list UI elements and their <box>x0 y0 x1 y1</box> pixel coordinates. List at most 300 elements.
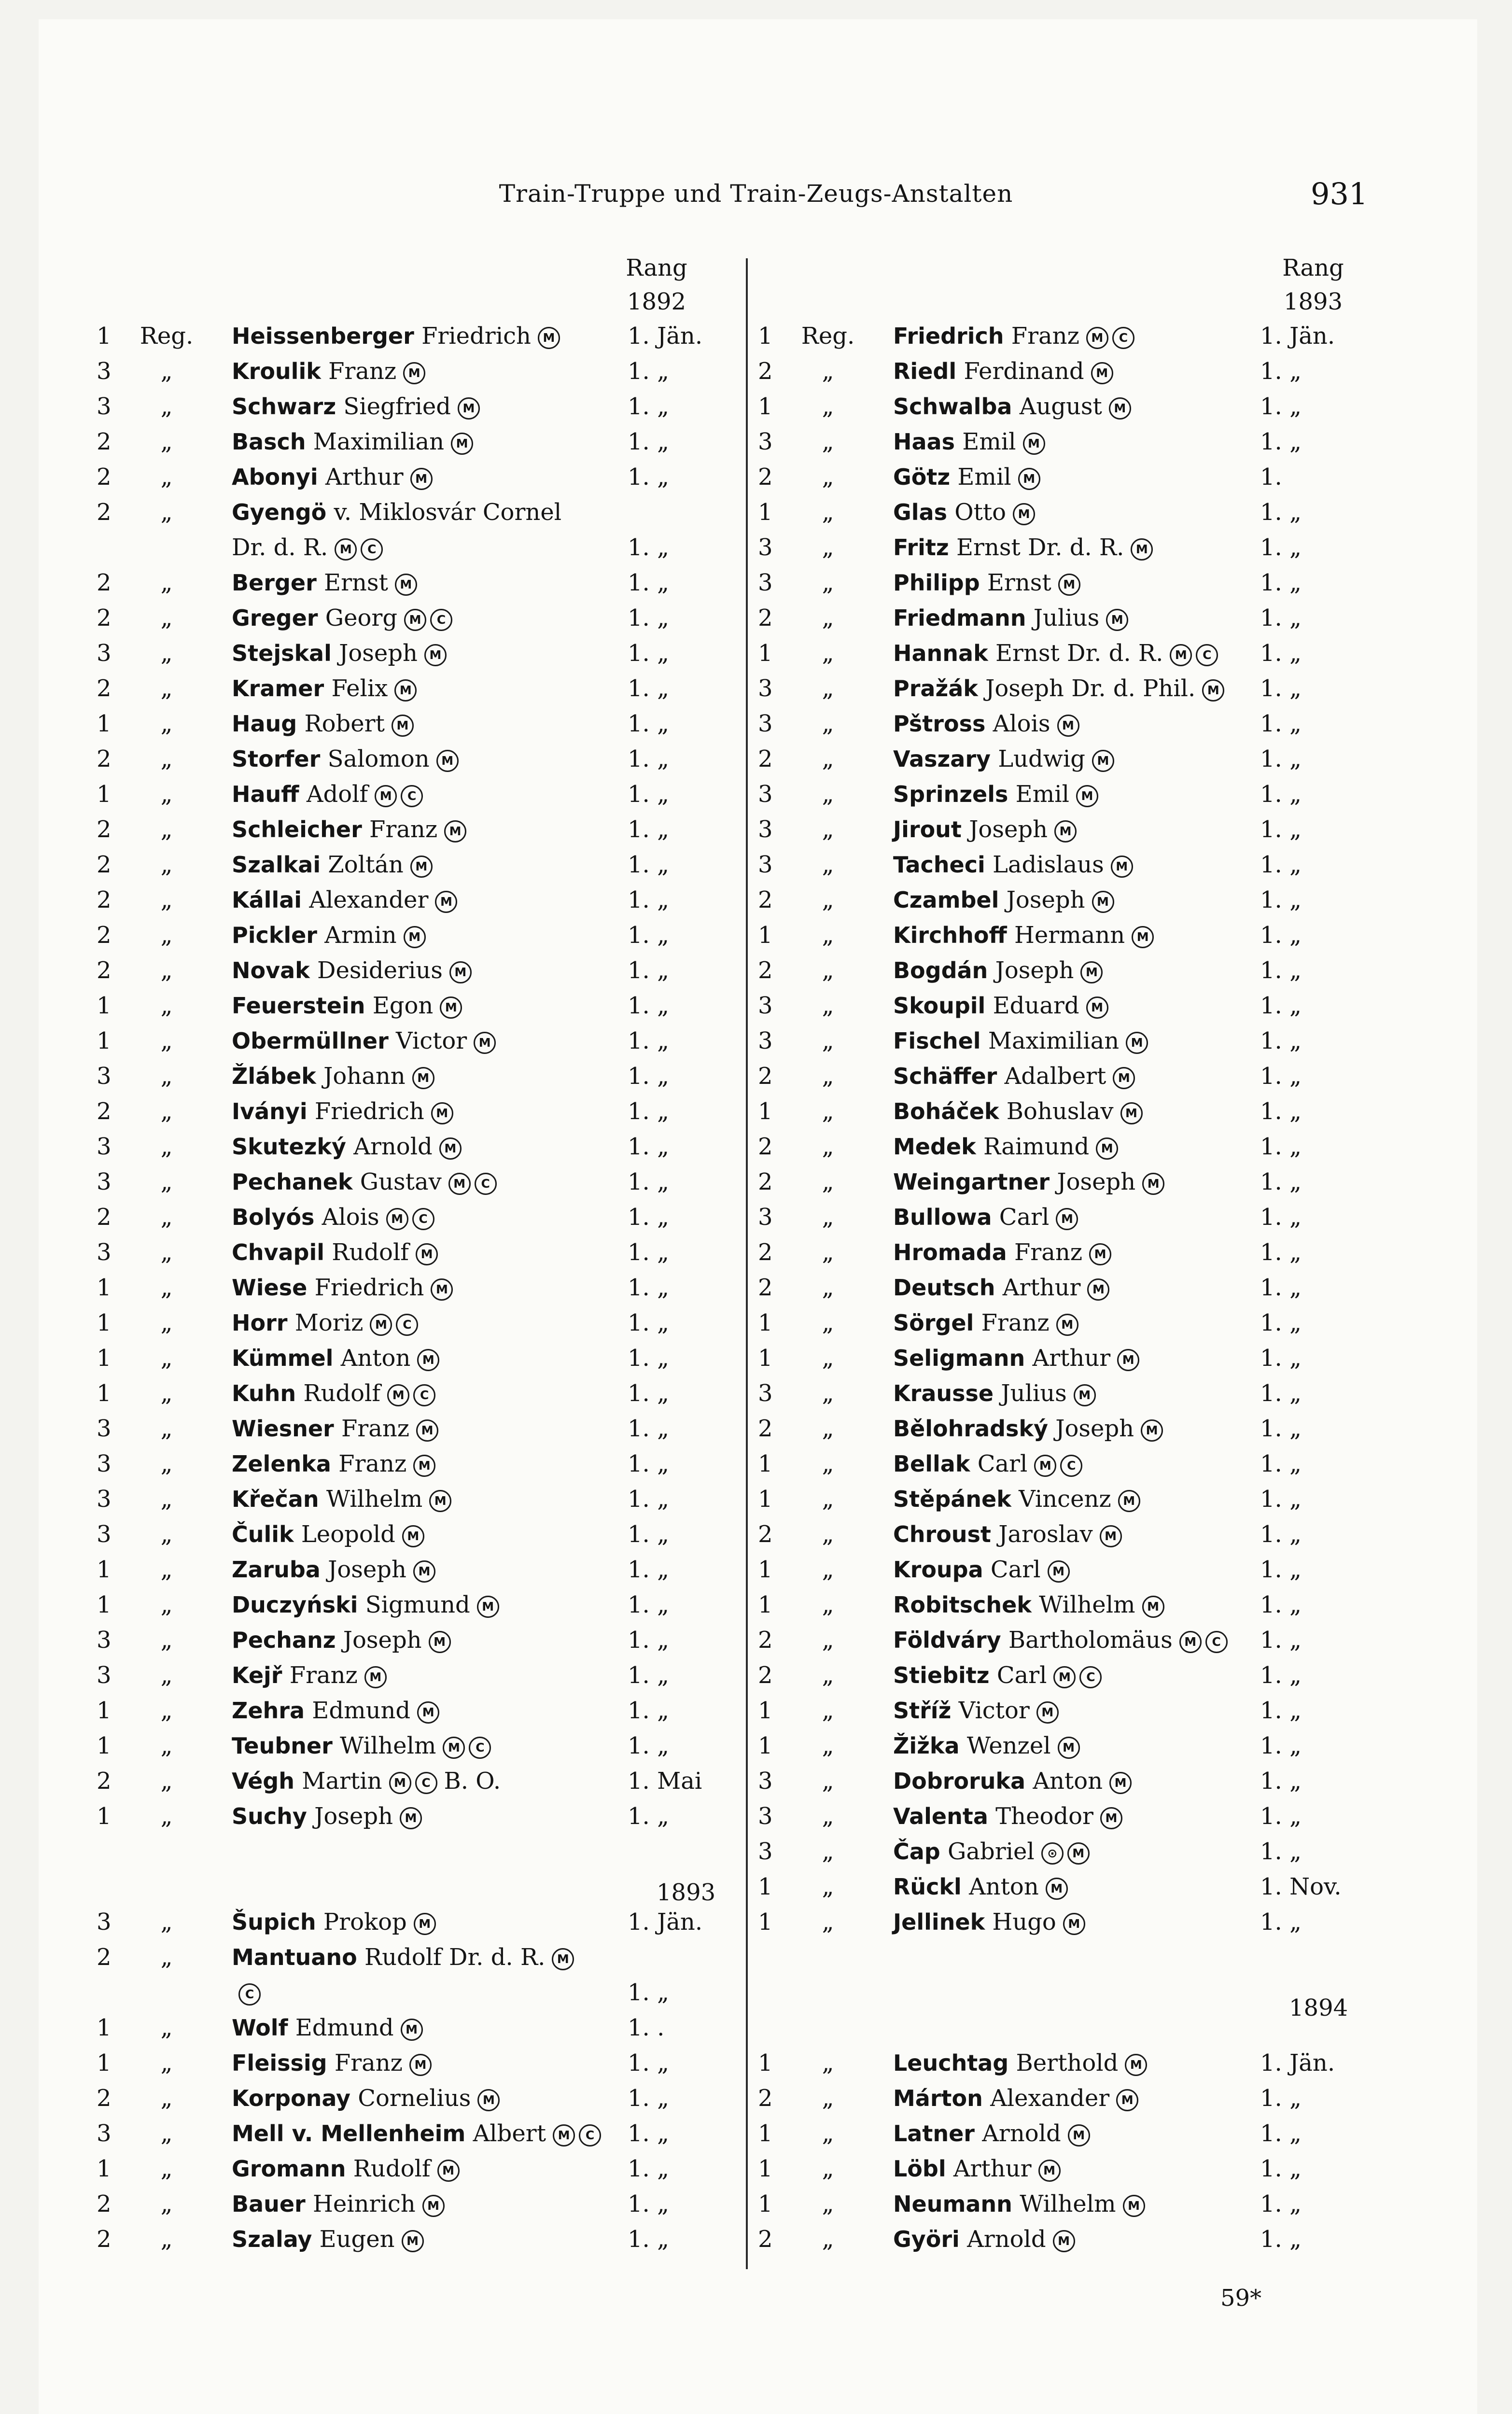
rank-date <box>1260 918 1302 953</box>
regiment-label: „ <box>160 2049 173 2077</box>
column-divider <box>746 258 748 2269</box>
rank-day: 1. <box>628 393 650 420</box>
officer-name <box>893 530 1157 565</box>
surname: Schleicher <box>232 816 362 842</box>
rank-month: . <box>657 2014 665 2041</box>
rank-month: „ <box>1289 957 1302 984</box>
copyright-c-icon: C <box>1060 1455 1082 1477</box>
entry-row <box>97 2222 739 2257</box>
rank-date <box>1260 2151 1302 2187</box>
given-name: Bartholomäus <box>1008 1627 1173 1654</box>
surname: Zehra <box>232 1698 305 1724</box>
entry-row <box>97 1975 739 2010</box>
entry-row <box>758 319 1381 354</box>
decoration-marks <box>1023 428 1049 455</box>
left-year-label: 1892 <box>627 288 686 315</box>
rank-month: „ <box>657 2190 669 2218</box>
medal-m-icon: M <box>431 1278 453 1301</box>
decoration-marks <box>404 604 456 632</box>
regiment-label: „ <box>160 1486 173 1513</box>
decoration-marks <box>422 2190 448 2218</box>
rank-day: 1. <box>1260 1204 1282 1231</box>
surname: Jirout <box>893 816 962 842</box>
entry-row <box>758 953 1381 988</box>
rank-day: 1. <box>628 1591 650 1618</box>
given-name: Moriz <box>294 1309 364 1336</box>
officer-name <box>893 2187 1149 2222</box>
rank-day: 1. <box>1260 1627 1282 1654</box>
officer-name <box>232 354 429 389</box>
rank-month: „ <box>1289 1415 1302 1442</box>
medal-m-icon: M <box>436 750 459 772</box>
given-name: Heinrich <box>313 2190 416 2218</box>
decoration-marks <box>1142 1168 1168 1195</box>
rank-day: 1. <box>1260 1662 1282 1689</box>
regiment-number: 3 <box>97 1239 112 1266</box>
regiment-number: 1 <box>758 1697 773 1724</box>
rank-date <box>1260 1376 1302 1411</box>
entry-row <box>97 2116 739 2151</box>
regiment-number: 2 <box>758 1063 773 1090</box>
officer-name <box>893 742 1118 777</box>
rank-month: „ <box>1289 1098 1302 1125</box>
regiment-label: „ <box>822 1204 834 1231</box>
given-name: v. Miklosvár Cornel <box>334 499 562 526</box>
surname: Kirchhoff <box>893 922 1007 948</box>
rank-date <box>1260 1693 1302 1728</box>
decoration-marks <box>439 1133 465 1160</box>
regiment-label: „ <box>822 569 834 596</box>
rank-day: 1. <box>1260 534 1282 561</box>
right-year2-label: 1894 <box>1289 1994 1348 2021</box>
surname: Pickler <box>232 922 317 948</box>
regiment-label: „ <box>160 1380 173 1407</box>
medal-m-icon: M <box>1023 433 1045 455</box>
given-name: Ladislaus <box>993 851 1104 878</box>
rank-date <box>1260 424 1302 460</box>
regiment-label: „ <box>822 1239 834 1266</box>
rank-day: 1. <box>1260 499 1282 526</box>
rank-day: 1. <box>1260 1027 1282 1054</box>
medal-m-icon: M <box>1132 926 1154 948</box>
given-name: Jaroslav <box>998 1521 1093 1548</box>
rank-day: 1. <box>628 1415 650 1442</box>
rank-day: 1. <box>628 1521 650 1548</box>
officer-name <box>232 1623 455 1658</box>
rank-date <box>1260 2046 1335 2081</box>
entry-row <box>758 1094 1381 1129</box>
given-name: Hugo <box>992 1909 1056 1936</box>
decoration-marks <box>1113 1063 1139 1090</box>
officer-name <box>893 1024 1152 1059</box>
regiment-label: „ <box>822 1415 834 1442</box>
surname: Wiese <box>232 1275 308 1301</box>
entry-row <box>97 1305 739 1341</box>
rank-date <box>628 1165 669 1200</box>
copyright-c-icon: C <box>401 785 423 807</box>
regiment-number: 2 <box>758 957 773 984</box>
given-name: Alexander <box>309 886 429 913</box>
rank-day: 1. <box>1260 851 1282 878</box>
regiment-number: 2 <box>97 675 112 702</box>
entry-row <box>758 1376 1381 1411</box>
regiment-number: 2 <box>97 569 112 596</box>
regiment-number: 3 <box>758 1027 773 1054</box>
regiment-label: „ <box>160 499 173 526</box>
officer-name <box>893 1376 1100 1411</box>
decoration-marks <box>449 957 476 984</box>
medal-m-icon: M <box>1063 1913 1085 1935</box>
rank-day: 1. <box>1260 1450 1282 1477</box>
regiment-number: 2 <box>758 745 773 772</box>
officer-name <box>232 1905 440 1940</box>
rank-month: „ <box>657 1345 669 1372</box>
rank-day: 1. <box>628 922 650 949</box>
medal-m-icon: M <box>553 2124 575 2147</box>
surname: Sörgel <box>893 1310 974 1336</box>
decoration-marks <box>410 463 436 491</box>
medal-m-icon: M <box>370 1314 392 1336</box>
medal-m-icon: M <box>477 1596 499 1618</box>
entry-row <box>758 777 1381 812</box>
given-name: Cornelius <box>358 2085 471 2112</box>
decoration-marks <box>553 2120 605 2147</box>
rank-month: „ <box>1289 534 1302 561</box>
entry-row <box>758 1482 1381 1517</box>
entry-row <box>758 1728 1381 1764</box>
officer-name <box>893 1764 1135 1799</box>
officer-name <box>232 1728 495 1764</box>
officer-name <box>893 2116 1094 2151</box>
surname: Žižka <box>893 1733 960 1759</box>
surname: Szalay <box>232 2226 312 2252</box>
officer-name <box>893 706 1083 742</box>
regiment-number: 1 <box>758 2120 773 2147</box>
given-name: Arthur <box>953 2155 1032 2182</box>
officer-name <box>232 2116 605 2151</box>
surname: Friedmann <box>893 605 1026 631</box>
decoration-marks <box>1086 323 1138 350</box>
medal-m-icon: M <box>1038 2160 1061 2182</box>
officer-name <box>893 2081 1142 2116</box>
entry-row <box>758 1446 1381 1482</box>
officer-name <box>893 2046 1151 2081</box>
medal-m-icon: M <box>395 574 417 596</box>
rank-month: „ <box>657 534 669 561</box>
regiment-label: „ <box>822 1556 834 1583</box>
decoration-marks <box>1041 1838 1093 1865</box>
decoration-marks <box>440 992 466 1019</box>
left-rang-header <box>594 251 719 319</box>
officer-name <box>893 1270 1113 1305</box>
officer-name <box>893 2222 1079 2257</box>
medal-m-icon: M <box>389 1772 411 1794</box>
regiment-number: 3 <box>97 2120 112 2147</box>
entry-row <box>97 1270 739 1305</box>
regiment-label: „ <box>822 2120 834 2147</box>
entry-row <box>758 2151 1381 2187</box>
medal-m-icon: M <box>364 1666 387 1688</box>
surname: Chroust <box>893 1521 991 1547</box>
regiment-number: 1 <box>97 1591 112 1618</box>
rank-day: 1. <box>628 1732 650 1759</box>
rank-date <box>628 1799 669 1834</box>
entry-row <box>758 1200 1381 1235</box>
given-name: Carl <box>977 1450 1028 1477</box>
rank-month: „ <box>657 428 669 455</box>
given-name: Otto <box>954 499 1007 526</box>
regiment-label: „ <box>160 1556 173 1583</box>
regiment-label: „ <box>822 2049 834 2077</box>
rank-day: 1. <box>628 1027 650 1054</box>
entry-row <box>758 565 1381 601</box>
given-name: Joseph <box>1055 1415 1134 1442</box>
medal-m-icon: M <box>1057 715 1079 737</box>
regiment-label: „ <box>822 1345 834 1372</box>
given-name: Joseph <box>343 1627 422 1654</box>
regiment-label: „ <box>160 1732 173 1759</box>
surname: Jellinek <box>893 1909 985 1935</box>
regiment-number: 1 <box>758 1450 773 1477</box>
surname: Bullowa <box>893 1204 992 1230</box>
officer-name <box>232 2081 504 2116</box>
entry-row <box>758 601 1381 636</box>
given-name: Leopold <box>301 1521 395 1548</box>
officer-name <box>232 988 466 1024</box>
regiment-number: 3 <box>758 569 773 596</box>
surname: Stříž <box>893 1698 952 1724</box>
rank-month: „ <box>657 640 669 667</box>
surname: Berger <box>232 570 317 596</box>
officer-name <box>893 2151 1064 2187</box>
regiment-number: 1 <box>758 1591 773 1618</box>
left-year2-label: 1893 <box>657 1879 716 1906</box>
rank-day: 1. <box>1260 323 1282 350</box>
rank-month: „ <box>1289 745 1302 772</box>
entry-row <box>758 1270 1381 1305</box>
medal-m-icon: M <box>1202 679 1224 702</box>
officer-name <box>893 1799 1126 1834</box>
officer-name <box>232 1482 455 1517</box>
medal-m-icon: M <box>1013 503 1035 525</box>
regiment-number: 2 <box>97 2190 112 2218</box>
rank-date <box>628 1517 669 1552</box>
copyright-c-icon: C <box>415 1772 437 1794</box>
rank-day: 1. <box>1260 1098 1282 1125</box>
given-name: Rudolf Dr. d. R. <box>364 1944 546 1971</box>
rank-date <box>1260 319 1335 354</box>
surname: Korponay <box>232 2085 351 2111</box>
entry-row <box>758 1587 1381 1623</box>
surname: Riedl <box>893 358 957 384</box>
medal-m-icon: M <box>451 433 473 455</box>
rank-date <box>1260 1094 1302 1129</box>
regiment-number: 3 <box>97 640 112 667</box>
regiment-label: „ <box>822 1838 834 1865</box>
rank-date <box>1260 1834 1302 1869</box>
rank-date <box>1260 988 1302 1024</box>
regiment-number: 1 <box>97 781 112 808</box>
rank-month: „ <box>1289 710 1302 737</box>
copyright-c-icon: C <box>469 1737 491 1759</box>
decoration-marks <box>335 534 387 561</box>
entry-row <box>758 424 1381 460</box>
surname: Schwarz <box>232 393 336 420</box>
rank-month: „ <box>1289 640 1302 667</box>
officer-name <box>893 1552 1074 1587</box>
officer-name <box>232 460 436 495</box>
entry-row <box>97 601 739 636</box>
officer-name <box>232 565 421 601</box>
officer-name <box>893 1200 1082 1235</box>
regiment-number: 3 <box>758 992 773 1019</box>
given-name: Berthold <box>1016 2049 1119 2077</box>
officer-name <box>893 1905 1089 1940</box>
surname: Šupich <box>232 1909 316 1935</box>
given-name: Emil <box>957 463 1011 491</box>
medal-m-icon: M <box>414 1913 436 1935</box>
medal-m-icon: M <box>335 538 357 561</box>
rank-day: 1. <box>1260 1909 1282 1936</box>
medal-m-icon: M <box>440 996 462 1019</box>
rank-month: „ <box>1289 1204 1302 1231</box>
medal-m-icon: M <box>449 961 472 983</box>
surname: Götz <box>893 464 951 490</box>
surname: Novak <box>232 957 310 983</box>
decoration-marks <box>1131 534 1157 561</box>
rank-day: 1. <box>1260 463 1282 491</box>
decoration-marks <box>1068 2120 1094 2147</box>
surname: Fleissig <box>232 2050 327 2076</box>
officer-name <box>232 1200 438 1235</box>
entry-row <box>97 1552 739 1587</box>
regiment-label: „ <box>160 745 173 772</box>
regiment-label: „ <box>822 1873 834 1900</box>
rank-month: „ <box>657 992 669 1019</box>
entry-row <box>97 953 739 988</box>
rank-date <box>628 2116 669 2151</box>
officer-name <box>232 1446 439 1482</box>
decoration-marks <box>403 358 429 385</box>
regiment-label: „ <box>160 604 173 632</box>
decoration-marks <box>1013 499 1039 526</box>
rank-month: „ <box>1289 1697 1302 1724</box>
officer-name <box>232 1552 439 1587</box>
rank-date <box>628 1235 669 1270</box>
decoration-marks <box>409 2049 435 2077</box>
given-name: Salomon <box>327 745 430 772</box>
rank-month: „ <box>1289 499 1302 526</box>
surname: Rückl <box>893 1874 962 1900</box>
decoration-marks <box>1058 1732 1084 1759</box>
surname: Wiesner <box>232 1416 334 1442</box>
rank-month: „ <box>657 2120 669 2147</box>
rank-date <box>628 2151 669 2187</box>
surname: Friedrich <box>893 323 1004 349</box>
rank-date <box>1260 1059 1302 1094</box>
given-name: Joseph Dr. d. Phil. <box>985 675 1196 702</box>
decoration-marks <box>1089 1239 1115 1266</box>
regiment-label: „ <box>160 2226 173 2253</box>
entry-row <box>97 1799 739 1834</box>
given-name: Egon <box>372 992 434 1019</box>
rank-month: „ <box>1289 1345 1302 1372</box>
rank-date <box>628 1728 669 1764</box>
regiment-number: 3 <box>758 428 773 455</box>
officer-name <box>232 495 561 530</box>
rank-month: „ <box>1289 1803 1302 1830</box>
entry-row <box>97 1517 739 1552</box>
decoration-marks <box>552 1944 578 1971</box>
decoration-marks <box>1170 640 1222 667</box>
entry-row <box>97 1482 739 1517</box>
medal-m-icon: M <box>401 2019 423 2041</box>
decoration-marks <box>387 1380 439 1407</box>
medal-m-icon: M <box>410 468 433 490</box>
regiment-number: 1 <box>97 1380 112 1407</box>
decoration-marks <box>1046 1873 1072 1900</box>
rank-date <box>1260 1305 1302 1341</box>
regiment-label: „ <box>822 640 834 667</box>
decoration-marks <box>395 569 421 596</box>
entry-row <box>97 319 739 354</box>
officer-name <box>893 988 1112 1024</box>
rank-day: 1. <box>1260 1274 1282 1301</box>
rank-date <box>628 742 669 777</box>
rank-month: Jän. <box>657 1909 703 1936</box>
medal-m-icon: M <box>1036 1701 1059 1724</box>
given-name: Joseph <box>328 1556 406 1583</box>
medal-m-icon: M <box>386 1208 408 1230</box>
decoration-marks <box>1074 1380 1100 1407</box>
medal-m-icon: M <box>1068 2124 1090 2147</box>
regiment-label: „ <box>822 2190 834 2218</box>
rank-month: „ <box>1289 1168 1302 1195</box>
rank-date <box>628 2081 669 2116</box>
decoration-marks <box>413 1556 439 1583</box>
rank-month: Nov. <box>1289 1873 1342 1900</box>
given-name: Ludwig <box>998 745 1085 772</box>
given-name: Wilhelm <box>1020 2190 1116 2218</box>
regiment-label: „ <box>822 1803 834 1830</box>
rank-month: „ <box>1289 358 1302 385</box>
regiment-label: „ <box>160 2014 173 2041</box>
regiment-number: 2 <box>97 1944 112 1971</box>
medal-m-icon: M <box>394 679 417 702</box>
entry-row <box>758 1693 1381 1728</box>
decoration-marks <box>1063 1909 1089 1936</box>
medal-m-icon: M <box>416 1243 438 1265</box>
officer-name <box>232 777 427 812</box>
surname: Bělohradský <box>893 1416 1048 1442</box>
medal-m-icon: M <box>402 2230 424 2252</box>
surname: Márton <box>893 2085 983 2111</box>
rank-date <box>628 918 669 953</box>
surname: Medek <box>893 1134 976 1160</box>
rank-date <box>628 1552 669 1587</box>
given-name: Desiderius <box>317 957 443 984</box>
decoration-marks <box>458 393 484 420</box>
given-name: Bohuslav <box>1006 1098 1114 1125</box>
regiment-number: 3 <box>758 1803 773 1830</box>
regiment-number: 3 <box>758 534 773 561</box>
decoration-marks <box>1179 1627 1232 1654</box>
regiment-number: 2 <box>758 1168 773 1195</box>
rank-date <box>628 1200 669 1235</box>
entry-row <box>97 2010 739 2046</box>
rank-day: 1. <box>628 745 650 772</box>
entry-row <box>758 1059 1381 1094</box>
